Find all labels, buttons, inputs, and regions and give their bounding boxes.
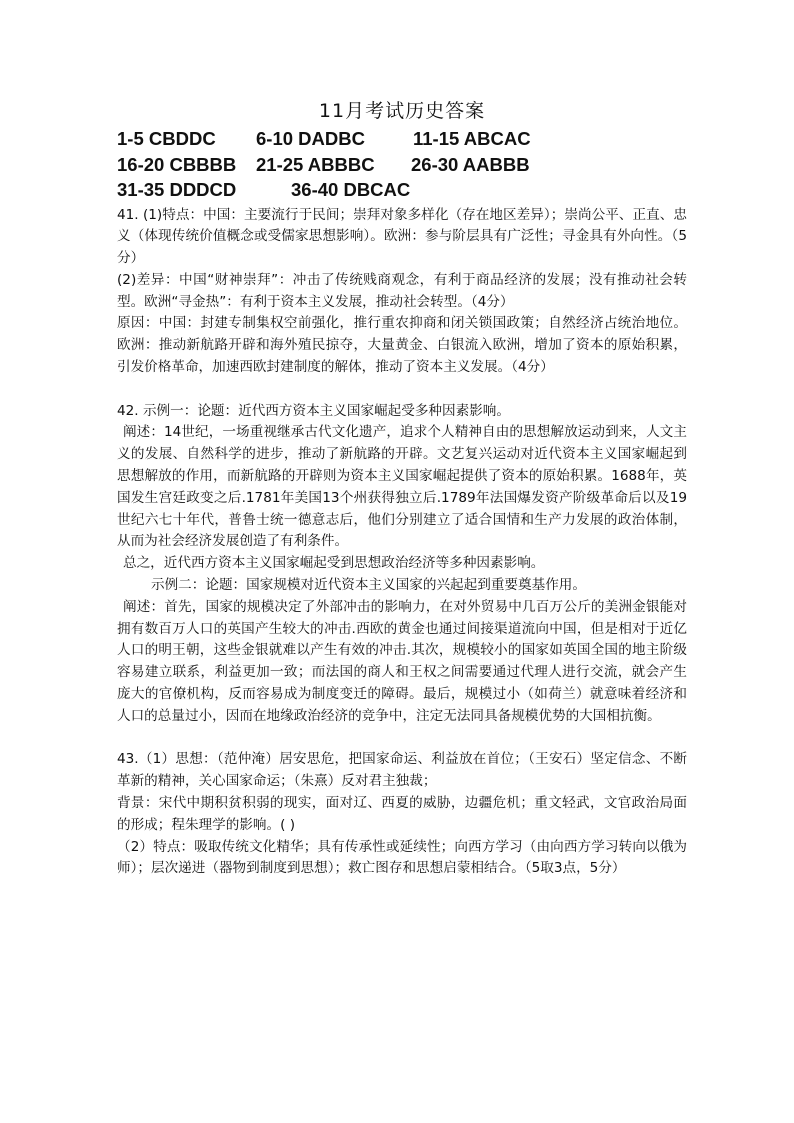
q41-differences: (2)差异：中国“财神崇拜”：冲击了传统贱商观念，有利于商品经济的发展；没有推动社会转型。欧洲“寻金热”：有利于资本主义发展，推动社会转型。（4分）	[117, 271, 687, 310]
answer-sheet	[117, 98, 687, 880]
spacer	[117, 728, 687, 750]
q43-thoughts: 43.（1）思想：（范仲淹）居安思危，把国家命运、利益放在首位；（王安石）坚定信念、不断革新的精神，关心国家命运；（朱熹）反对君主独裁；	[117, 751, 687, 790]
answer-group: 1-5 CBDDC	[117, 128, 216, 149]
q43-background: 背景：宋代中期积贫积弱的现实，面对辽、西夏的威胁，边疆危机；重文轻武，文官政治局面的形成；程朱理学的影响。( )	[117, 795, 687, 833]
q42-example-two-argument: 阐述：首先，国家的规模决定了外部冲击的影响力，在对外贸易中几百万公斤的美洲金银能对拥有数百万人口的英国产生较大的冲击.西欧的黄金也通过间接渠道流向中国，但是相对于近亿人口的明王朝，这些金银就难以产生有效的冲击.其次，规模较小的国家如英国全国的地主阶级容易建立联系，利益更加一致；而法国的商人和王权之间需要通过代理人进行交流，就会产生庞大的官僚机构，反而容易成为制度变迁的障碍。最后，规模过小（如荷兰）就意味着经济和人口的总量过小，因而在地缘政治经济的竞争中，注定无法同具备规模优势的大国相抗衡。	[117, 598, 687, 724]
answer-row	[117, 177, 687, 203]
q42-example-one-thesis: 42. 示例一：论题：近代西方资本主义国家崛起受多种因素影响。	[117, 402, 510, 419]
choice-answers	[117, 126, 687, 203]
q41-reasons: 原因：中国：封建专制集权空前强化，推行重农抑商和闭关锁国政策；自然经济占统治地位。欧洲：推动新航路开辟和海外殖民掠夺，大量黄金、白银流入欧洲，增加了资本的原始积累，引发价格革命，加速西欧封建制度的解体，推动了资本主义发展。（4分）	[117, 315, 687, 376]
page-title: 11月考试历史答案	[318, 100, 486, 122]
question-41	[117, 205, 687, 379]
q42-example-one-argument: 阐述：14世纪，一场重视继承古代文化遗产，追求个人精神自由的思想解放运动到来，人文主义的发展、自然科学的进步，推动了新航路的开辟。文艺复兴运动对近代资本主义国家崛起到思想解放的作用，而新航路的开辟则为资本主义国家崛起提供了资本的原始积累。1688年，英国发生宫廷政变之后.1781年美国13个州获得独立后.1789年法国爆发资产阶级革命后以及19世纪六七十年代，普鲁士统一德意志后，他们分别建立了适合国情和生产力发展的政治体制，从而为社会经济发展创造了有利条件。	[117, 424, 687, 550]
answer-group: 21-25 ABBBC	[256, 153, 375, 175]
q41-characteristics: 41. (1)特点：中国：主要流行于民间；崇拜对象多样化（存在地区差异）；崇尚公平、正直、忠义（体现传统价值概念或受儒家思想影响）。欧洲：参与阶层具有广泛性；寻金具有外向性。（5分）	[117, 206, 687, 267]
question-43	[117, 749, 687, 880]
q42-example-two-thesis: 示例二：论题：国家规模对近代资本主义国家的兴起起到重要奠基作用。	[151, 577, 586, 594]
answer-group: 36-40 DBCAC	[291, 179, 411, 200]
answer-group: 11-15 ABCAC	[413, 128, 531, 149]
question-42	[117, 401, 687, 728]
q43-features: （2）特点：吸取传统文化精华；具有传承性或延续性；向西方学习（由向西方学习转向以俄为师）；层次递进（器物到制度到思想）；救亡图存和思想启蒙相结合。（5取3点，5分）	[117, 838, 687, 877]
spacer	[117, 379, 687, 401]
answer-row	[117, 126, 687, 152]
answer-group: 6-10 DADBC	[256, 128, 365, 149]
answer-group: 26-30 AABBB	[411, 153, 530, 175]
q42-example-one-conclusion: 总之，近代西方资本主义国家崛起受到思想政治经济等多种因素影响。	[123, 555, 545, 572]
answer-row	[117, 152, 687, 178]
answer-group: 31-35 DDDCD	[117, 179, 237, 200]
answer-group: 16-20 CBBBB	[117, 153, 237, 175]
